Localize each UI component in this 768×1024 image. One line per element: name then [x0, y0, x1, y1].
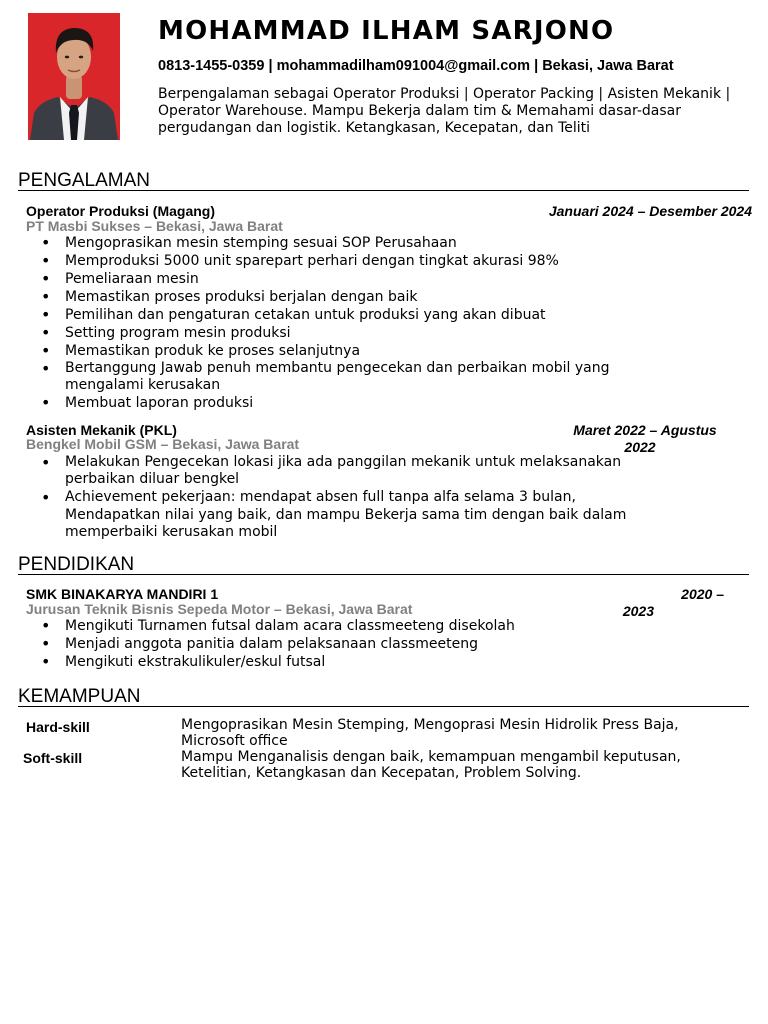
job-title: Operator Produksi (Magang) — [26, 203, 216, 219]
list-item: • Mengoprasikan mesin stemping sesuai SOP Perusahaan — [0, 234, 670, 252]
period-line: 2022 — [624, 439, 656, 455]
period-line: 2023 — [622, 603, 654, 619]
list-item: • Pemilihan dan pengaturan cetakan untuk produksi yang akan dibuat — [0, 306, 670, 324]
list-item: • Mengikuti Turnamen futsal dalam acara classmeeteng disekolah — [0, 617, 670, 635]
list-item: • Melakukan Pengecekan lokasi jika ada panggilan mekanik untuk melaksanakan perbaikan diluar bengkel — [0, 454, 670, 488]
job-period: Januari 2024 – Desember 2024 — [548, 203, 752, 219]
candidate-name: MOHAMMAD ILHAM SARJONO — [158, 16, 615, 46]
list-item: • Membuat laporan produksi — [0, 394, 670, 412]
education-activities-list — [0, 617, 670, 671]
school-name: SMK BINAKARYA MANDIRI 1 — [26, 586, 219, 602]
contact-separator: | — [264, 58, 277, 74]
section-divider — [18, 706, 749, 707]
profile-summary: Berpengalaman sebagai Operator Produksi | Operator Packing | Asisten Mekanik | Operator Warehouse. Mampu Bekerja dalam tim & Memahami dasar-dasar pergudangan dan logistik. Ketangkasan, Kecepatan, dan Teliti — [158, 86, 731, 136]
section-divider — [18, 190, 749, 191]
section-title-skills: KEMAMPUAN — [18, 686, 141, 707]
job-organization: Bengkel Mobil GSM – Bekasi, Jawa Barat — [26, 436, 300, 452]
list-item: • Pemeliaraan mesin — [0, 270, 670, 288]
hard-skill-label: Hard-skill — [26, 719, 90, 735]
profile-photo — [28, 13, 120, 140]
period-line: 2020 – — [681, 586, 724, 602]
list-item: • Menjadi anggota panitia dalam pelaksanaan classmeeteng — [0, 635, 670, 653]
job-period — [555, 422, 735, 456]
contact-separator: | — [530, 58, 543, 74]
list-item: • Memastikan proses produksi berjalan dengan baik — [0, 288, 670, 306]
section-title-experience: PENGALAMAN — [18, 170, 150, 191]
education-period — [612, 586, 724, 620]
hard-skill-text: Mengoprasikan Mesin Stemping, Mengoprasi Mesin Hidrolik Press Baja, Microsoft office — [181, 717, 679, 749]
list-item: • Setting program mesin produksi — [0, 324, 670, 342]
list-item: • Memastikan produk ke proses selanjutnya — [0, 342, 670, 360]
list-item: • Achievement pekerjaan: mendapat absen full tanpa alfa selama 3 bulan, Mendapatkan nilai yang baik, dan mampu Bekerja sama tim dengan baik dalam memperbaiki kerusakan mobil — [0, 489, 670, 542]
school-major: Jurusan Teknik Bisnis Sepeda Motor – Bekasi, Jawa Barat — [26, 601, 413, 617]
period-line: Maret 2022 – Agustus — [573, 422, 717, 438]
soft-skill-text: Mampu Menganalisis dengan baik, kemampuan mengambil keputusan, Ketelitian, Ketangkasan dan Kecepatan, Problem Solving. — [181, 749, 681, 781]
location: Bekasi, Jawa Barat — [542, 58, 674, 74]
contact-line — [158, 58, 674, 74]
list-item: • Memproduksi 5000 unit sparepart perhari dengan tingkat akurasi 98% — [0, 252, 670, 270]
soft-skill-label: Soft-skill — [23, 750, 83, 766]
list-item: • Bertanggung Jawab penuh membantu pengecekan dan perbaikan mobil yang mengalami kerusakan — [0, 360, 670, 394]
phone-number[interactable]: 0813-1455-0359 — [158, 58, 265, 74]
section-divider — [18, 574, 749, 575]
job-organization: PT Masbi Sukses – Bekasi, Jawa Barat — [26, 218, 283, 234]
email-address[interactable]: mohammadilham091004@gmail.com — [276, 58, 531, 74]
job-title: Asisten Mekanik (PKL) — [26, 422, 177, 438]
section-title-education: PENDIDIKAN — [18, 554, 135, 575]
list-item: • Mengikuti ekstrakulikuler/eskul futsal — [0, 653, 670, 671]
job-duties-list — [0, 454, 670, 542]
job-duties-list — [0, 234, 670, 412]
